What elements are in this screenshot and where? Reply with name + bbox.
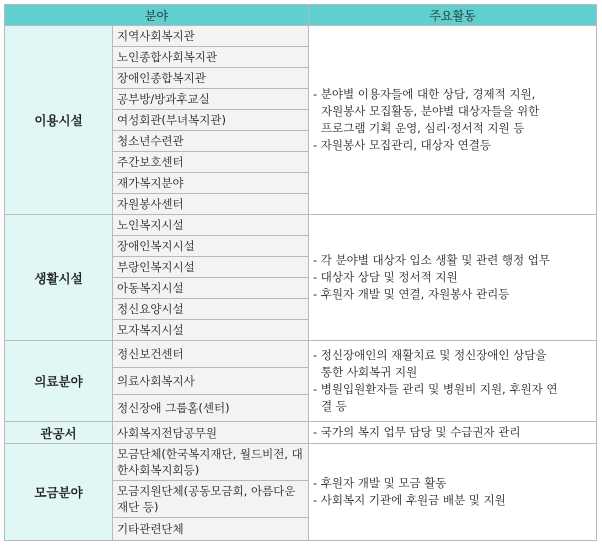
activity-line: - 사회복지 기관에 후원금 배분 및 지원 bbox=[313, 493, 506, 507]
header-field: 분야 bbox=[5, 5, 309, 26]
activity-residential-facility bbox=[309, 215, 597, 341]
field-item: 정신요양시설 bbox=[113, 299, 309, 320]
activity-fundraising-field bbox=[309, 444, 597, 541]
field-item: 의료사회복지사 bbox=[113, 368, 309, 395]
field-item: 사회복지전담공무원 bbox=[113, 422, 309, 444]
activity-line: 프로그램 기획 운영, 심리·정서적 지원 등 bbox=[321, 121, 525, 135]
field-item: 모자복지시설 bbox=[113, 320, 309, 341]
field-item: 장애인종합복지관 bbox=[113, 68, 309, 89]
field-item: 기타관련단체 bbox=[113, 518, 309, 541]
category-fundraising-field: 모금분야 bbox=[5, 444, 113, 541]
field-item: 청소년수련관 bbox=[113, 131, 309, 152]
field-item: 자원봉사센터 bbox=[113, 194, 309, 215]
activity-line: 결 등 bbox=[321, 399, 347, 413]
activity-line: - 후원자 개발 및 연결, 자원봉사 관리등 bbox=[313, 287, 510, 301]
category-government-office: 관공서 bbox=[5, 422, 113, 444]
field-item: 지역사회복지관 bbox=[113, 26, 309, 47]
activity-line: - 자원봉사 모집관리, 대상자 연결등 bbox=[313, 138, 491, 152]
field-item: 아동복지시설 bbox=[113, 278, 309, 299]
field-item: 재가복지분야 bbox=[113, 173, 309, 194]
activity-line: - 정신장애인의 재활치료 및 정신장애인 상담을 bbox=[313, 348, 547, 362]
header-activity: 주요활동 bbox=[309, 5, 597, 26]
activity-line: - 분야별 이용자들에 대한 상담, 경제적 지원, bbox=[313, 87, 536, 101]
activity-line: - 각 분야별 대상자 입소 생활 및 관련 행정 업무 bbox=[313, 253, 551, 267]
field-item: 주간보호센터 bbox=[113, 152, 309, 173]
activity-usage-facility bbox=[309, 26, 597, 215]
field-item: 여성회관(부녀복지관) bbox=[113, 110, 309, 131]
activity-line: - 국가의 복지 업무 담당 및 수급권자 관리 bbox=[313, 425, 521, 439]
field-item: 노인종합사회복지관 bbox=[113, 47, 309, 68]
activity-medical-field bbox=[309, 341, 597, 422]
field-item: 정신보건센터 bbox=[113, 341, 309, 368]
category-usage-facility: 이용시설 bbox=[5, 26, 113, 215]
activity-line: - 후원자 개발 및 모금 활동 bbox=[313, 476, 447, 490]
activity-line: - 병원입원환자들 관리 및 병원비 지원, 후원자 연 bbox=[313, 382, 558, 396]
field-item: 공부방/방과후교실 bbox=[113, 89, 309, 110]
activity-government-office bbox=[309, 422, 597, 444]
activity-line: 통한 사회복귀 지원 bbox=[321, 365, 418, 379]
field-item: 모금단체(한국복지재단, 월드비전, 대한사회복지회등) bbox=[113, 444, 309, 481]
field-item: 정신장애 그룹홈(센터) bbox=[113, 395, 309, 422]
category-medical-field: 의료분야 bbox=[5, 341, 113, 422]
activity-line: - 대상자 상담 및 정서적 지원 bbox=[313, 270, 458, 284]
field-item: 장애인복지시설 bbox=[113, 236, 309, 257]
field-item: 부랑인복지시설 bbox=[113, 257, 309, 278]
activity-line: 자원봉사 모집활동, 분야별 대상자들을 위한 bbox=[321, 104, 540, 118]
welfare-field-table bbox=[4, 4, 597, 541]
field-item: 모금지원단체(공동모금회, 아름다운재단 등) bbox=[113, 481, 309, 518]
category-residential-facility: 생활시설 bbox=[5, 215, 113, 341]
field-item: 노인복지시설 bbox=[113, 215, 309, 236]
